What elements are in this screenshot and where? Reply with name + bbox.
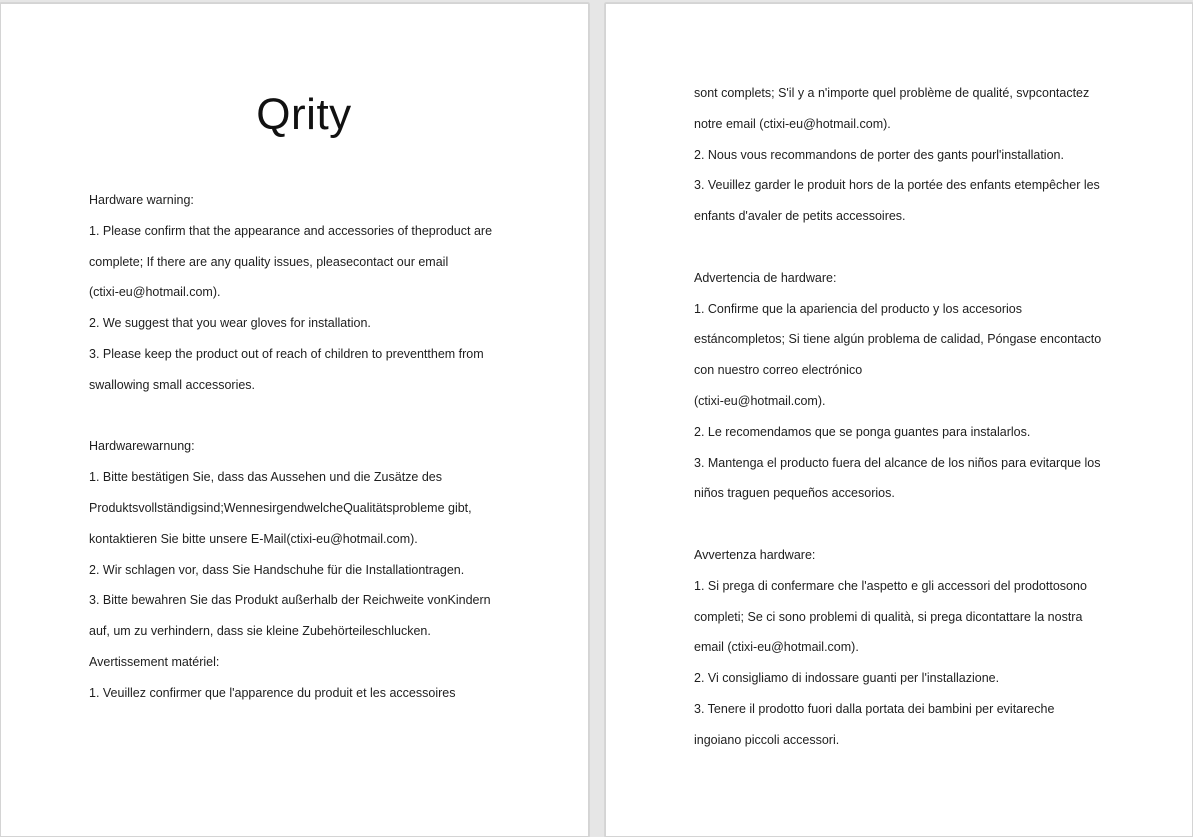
french-line: 1. Veuillez confirmer que l'apparence du produit et les accessoires (89, 685, 456, 700)
spanish-line: con nuestro correo electrónico (694, 363, 863, 378)
english-line: 1. Please confirm that the appearance and accessories of theproduct are (89, 223, 493, 238)
english-line: 2. We suggest that you wear gloves for installation. (89, 316, 371, 331)
german-line: 1. Bitte bestätigen Sie, dass das Aussehen und die Zusätze des (89, 470, 443, 485)
english-line: 3. Please keep the product out of reach of children to preventthem from (89, 346, 484, 361)
spanish-line: (ctixi-eu@hotmail.com). (694, 393, 826, 408)
right-page-body (694, 78, 1101, 756)
french-line: enfants d'avaler de petits accessoires. (694, 209, 906, 224)
french-line: sont complets; S'il y a n'importe quel problème de qualité, svpcontactez (694, 86, 1090, 100)
italian-line: 3. Tenere il prodotto fuori dalla portata dei bambini per evitareche (694, 701, 1055, 716)
english-line: complete; If there are any quality issues, pleasecontact our email (89, 254, 449, 269)
italian-line: ingoiano piccoli accessori. (694, 732, 840, 747)
italian-line: email (ctixi-eu@hotmail.com). (694, 640, 859, 655)
german-heading: Hardwarewarnung: (89, 439, 195, 454)
spanish-line: 1. Confirme que la apariencia del producto y los accesorios (694, 301, 1022, 316)
paragraph-gap (89, 401, 492, 432)
english-heading: Hardware warning: (89, 193, 194, 207)
italian-line: completi; Se ci sono problemi di qualità, si prega dicontattare la nostra (694, 609, 1083, 624)
german-line: auf, um zu verhindern, dass sie kleine Zubehörteileschlucken. (89, 624, 431, 639)
french-line: 3. Veuillez garder le produit hors de la portée des enfants etempêcher les (694, 178, 1100, 193)
document-title: Qrity (256, 90, 352, 139)
french-line: 2. Nous vous recommandons de porter des gants pourl'installation. (694, 147, 1064, 162)
spanish-line: estáncompletos; Si tiene algún problema de calidad, Póngase encontacto (694, 332, 1102, 347)
spanish-line: 2. Le recomendamos que se ponga guantes para instalarlos. (694, 424, 1031, 439)
french-line: notre email (ctixi-eu@hotmail.com). (694, 116, 891, 131)
paragraph-gap (694, 232, 1101, 263)
spanish-heading: Advertencia de hardware: (694, 270, 837, 285)
italian-heading: Avvertenza hardware: (694, 547, 816, 562)
spanish-line: 3. Mantenga el producto fuera del alcance de los niños para evitarque los (694, 455, 1101, 470)
spanish-line: niños traguen pequeños accesorios. (694, 486, 895, 501)
english-line: swallowing small accessories. (89, 377, 256, 392)
english-line: (ctixi-eu@hotmail.com). (89, 285, 221, 300)
left-page-body (89, 185, 492, 709)
document-page-right (605, 3, 1193, 837)
german-line: 3. Bitte bewahren Sie das Produkt außerhalb der Reichweite vonKindern (89, 593, 491, 608)
german-line: Produktsvollständigsind;WennesirgendwelcheQualitätsprobleme gibt, (89, 500, 472, 515)
german-line: kontaktieren Sie bitte unsere E-Mail(ctixi-eu@hotmail.com). (89, 531, 418, 546)
french-heading: Avertissement matériel: (89, 654, 220, 669)
paragraph-gap (694, 509, 1101, 540)
italian-line: 1. Si prega di confermare che l'aspetto e gli accessori del prodottosono (694, 578, 1087, 593)
italian-line: 2. Vi consigliamo di indossare guanti per l'installazione. (694, 671, 1000, 686)
german-line: 2. Wir schlagen vor, dass Sie Handschuhe für die Installationtragen. (89, 562, 465, 577)
document-page-left (0, 3, 589, 837)
